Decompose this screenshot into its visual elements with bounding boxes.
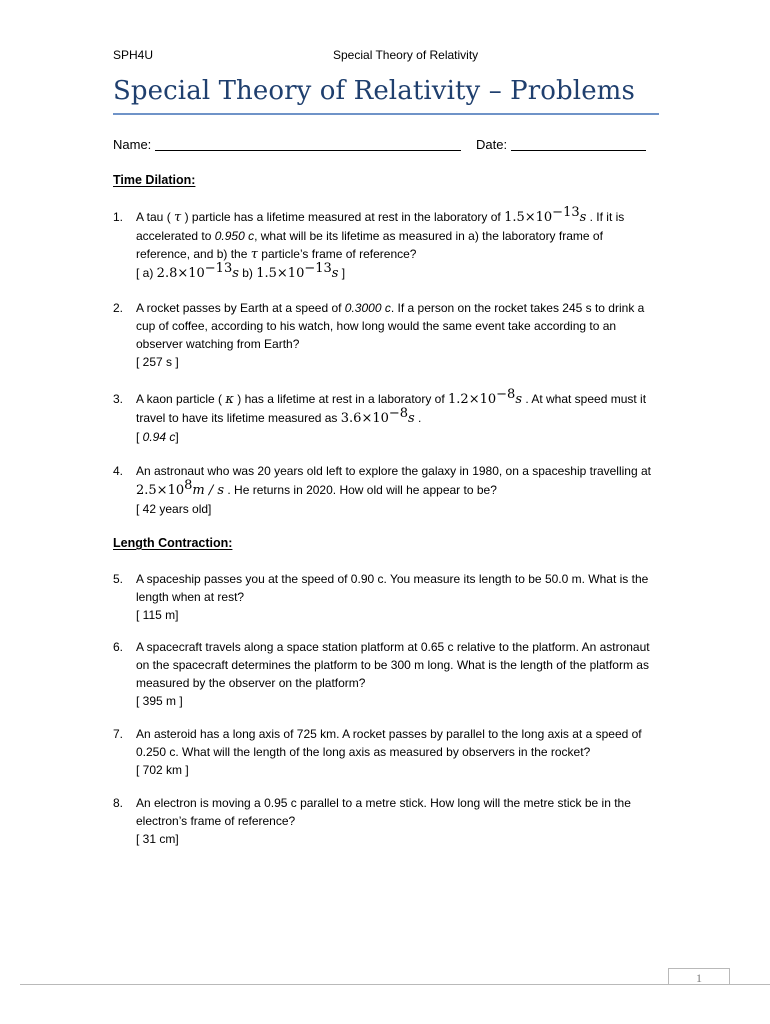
problem-text: A kaon particle ( κ ) has a lifetime at rest in a laboratory of $1.2\times 10^{-8}s$ . At what speed must it travel to have its lifetime measured as $3.6\times 10^{-8}s$ . [ 0.94 c] bbox=[136, 387, 647, 444]
problem-number: 3. bbox=[113, 392, 124, 406]
problem-answer: [ 42 years old] bbox=[136, 502, 212, 516]
date-blank-line[interactable] bbox=[511, 138, 646, 151]
running-header-topic: Special Theory of Relativity bbox=[333, 48, 479, 62]
problem-text: A tau ( τ ) particle has a lifetime measured at rest in the laboratory of $1.5\times 10^{-13}s$ . If it is accelerated to 0.950 c, what will be its lifetime as measured in a) the laboratory frame of reference, and b) the τ particle’s frame of reference? [ a) $2.8\times 10^{-13}s$ b) $1.5\times 10^{-13}s$ ] bbox=[136, 205, 625, 281]
problem-text: An astronaut who was 20 years old left to explore the galaxy in 1980, on a spaceship travelling at $2.5\times 10^8m / s$ . He returns in 2020. How old will he appear to be? [ 42 years old] bbox=[136, 464, 651, 516]
problem-number: 4. bbox=[113, 464, 124, 478]
problem-answer: [ 31 cm] bbox=[136, 832, 179, 846]
problem-number: 1. bbox=[113, 210, 124, 224]
problem-text: A spaceship passes you at the speed of 0.90 c. You measure its length to be 50.0 m. What is the length when at rest? [ 115 m] bbox=[136, 572, 649, 622]
problem-text: An asteroid has a long axis of 725 km. A rocket passes by parallel to the long axis at a speed of 0.250 c. What will the length of the long axis as measured by observers in the rocket? [ 702 km ] bbox=[136, 727, 642, 777]
date-label: Date: bbox=[476, 137, 508, 152]
problem-text: A spacecraft travels along a space station platform at 0.65 c relative to the platform. An astronaut on the spacecraft determines the platform to be 300 m long. What is the length of the platform as measured by the observer on the platform? [ 395 m ] bbox=[136, 640, 650, 708]
problem-answer: [ 0.94 c] bbox=[136, 430, 179, 444]
name-label: Name: bbox=[113, 137, 152, 152]
page-title: Special Theory of Relativity – Problems bbox=[113, 76, 635, 106]
date-field bbox=[476, 137, 646, 152]
course-code: SPH4U bbox=[113, 48, 154, 62]
footer-rule bbox=[20, 984, 770, 985]
problem-answer: [ 257 s ] bbox=[136, 355, 179, 369]
problem-number: 6. bbox=[113, 640, 124, 654]
problem-number: 2. bbox=[113, 301, 124, 315]
name-blank-line[interactable] bbox=[155, 138, 461, 151]
section-heading-time-dilation: Time Dilation: bbox=[113, 173, 196, 187]
problem-number: 8. bbox=[113, 796, 124, 810]
title-rule bbox=[113, 113, 659, 115]
problem-text: A rocket passes by Earth at a speed of 0.3000 c. If a person on the rocket takes 245 s to drink a cup of coffee, according to his watch, how long would the same event take according to an observer watching from Earth? [ 257 s ] bbox=[136, 301, 645, 369]
tau-symbol: τ bbox=[174, 210, 182, 225]
kappa-symbol: κ bbox=[225, 392, 234, 407]
name-field bbox=[113, 137, 461, 152]
page-number: 1 bbox=[696, 971, 702, 985]
problem-answer: [ 115 m] bbox=[136, 608, 179, 622]
problem-number: 7. bbox=[113, 727, 124, 741]
problem-answer: [ 395 m ] bbox=[136, 694, 183, 708]
problem-answer: [ 702 km ] bbox=[136, 763, 189, 777]
problem-text: An electron is moving a 0.95 c parallel to a metre stick. How long will the metre stick be in the electron’s frame of reference? [ 31 cm] bbox=[136, 796, 631, 846]
problem-answer: [ a) $2.8\times 10^{-13}s$ b) $1.5\times 10^{-13}s$ ] bbox=[136, 261, 346, 281]
problem-number: 5. bbox=[113, 572, 124, 586]
section-heading-length-contraction: Length Contraction: bbox=[113, 536, 233, 550]
